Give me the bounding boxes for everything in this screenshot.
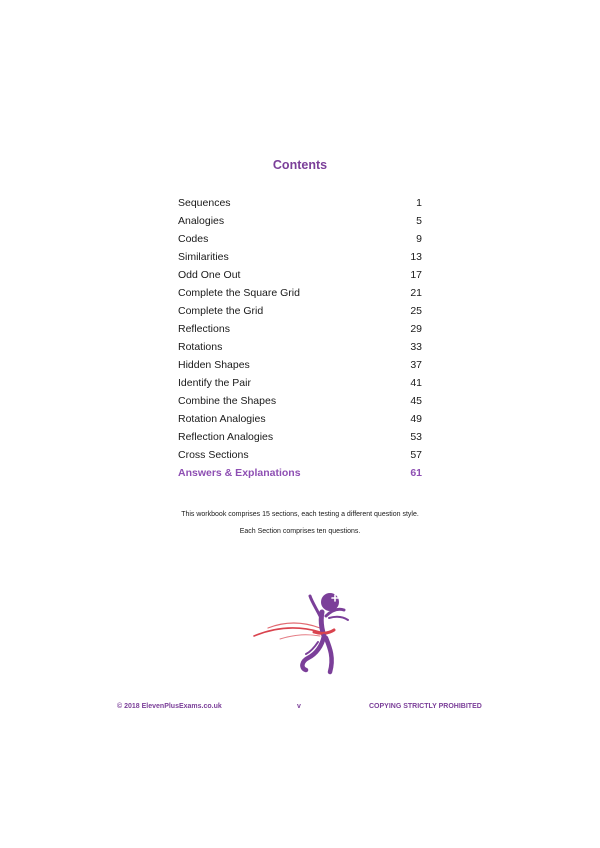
- toc-entry[interactable]: [178, 410, 422, 428]
- toc-entry-label: Similarities: [178, 251, 229, 263]
- toc-entry-label: Complete the Grid: [178, 305, 264, 317]
- toc-entry-page: 33: [410, 341, 422, 353]
- toc-entry-page: 13: [410, 251, 422, 263]
- intro-text-questions: Each Section comprises ten questions.: [239, 528, 361, 535]
- toc-entry-answers[interactable]: [178, 464, 422, 482]
- toc-entry[interactable]: [178, 338, 422, 356]
- running-figure-logo-icon: [250, 588, 360, 678]
- toc-entry[interactable]: [178, 446, 422, 464]
- toc-entry[interactable]: [178, 374, 422, 392]
- footer-copyright: © 2018 ElevenPlusExams.co.uk: [117, 703, 222, 710]
- toc-entry-label: Reflection Analogies: [178, 431, 274, 443]
- toc-entry-page: 41: [410, 377, 422, 389]
- toc-entry-label: Combine the Shapes: [178, 395, 277, 407]
- toc-entry-label: Odd One Out: [178, 269, 241, 281]
- toc-entry[interactable]: [178, 302, 422, 320]
- toc-entry[interactable]: [178, 392, 422, 410]
- footer-copy-notice: COPYING STRICTLY PROHIBITED: [369, 703, 482, 710]
- toc-entry-page: 61: [410, 467, 422, 479]
- toc-entry[interactable]: [178, 230, 422, 248]
- toc-entry-label: Cross Sections: [178, 449, 249, 461]
- toc-entry-page: 37: [410, 359, 422, 371]
- toc-entry-page: 1: [416, 197, 422, 209]
- toc-entry-label: Rotations: [178, 341, 223, 353]
- toc-entry-page: 9: [416, 233, 422, 245]
- contents-title: Contents: [272, 158, 328, 172]
- toc-entry-label: Complete the Square Grid: [178, 287, 300, 299]
- toc-entry[interactable]: [178, 320, 422, 338]
- toc-entry-label: Codes: [178, 233, 209, 245]
- toc-entry-label: Hidden Shapes: [178, 359, 250, 371]
- toc-entry-page: 49: [410, 413, 422, 425]
- toc-entry-page: 25: [410, 305, 422, 317]
- toc-entry-label: Rotation Analogies: [178, 413, 266, 425]
- footer-page-number: v: [297, 703, 301, 710]
- toc-entry-page: 45: [410, 395, 422, 407]
- toc-entry-label: Reflections: [178, 323, 230, 335]
- toc-entry-page: 57: [410, 449, 422, 461]
- toc-entry[interactable]: [178, 284, 422, 302]
- toc-entry-page: 29: [410, 323, 422, 335]
- intro-text-sections: This workbook comprises 15 sections, each testing a different question style.: [181, 511, 419, 518]
- table-of-contents: [178, 194, 422, 482]
- toc-entry[interactable]: [178, 212, 422, 230]
- toc-entry-label: Identify the Pair: [178, 377, 251, 389]
- toc-entry[interactable]: [178, 266, 422, 284]
- toc-entry-page: 5: [416, 215, 422, 227]
- toc-entry[interactable]: [178, 356, 422, 374]
- toc-entry[interactable]: [178, 428, 422, 446]
- toc-entry-label: Sequences: [178, 197, 231, 209]
- toc-entry-page: 53: [410, 431, 422, 443]
- toc-entry-label: Analogies: [178, 215, 225, 227]
- toc-entry[interactable]: [178, 194, 422, 212]
- toc-entry-page: 17: [410, 269, 422, 281]
- toc-entry[interactable]: [178, 248, 422, 266]
- toc-entry-page: 21: [410, 287, 422, 299]
- toc-entry-label: Answers & Explanations: [178, 467, 301, 479]
